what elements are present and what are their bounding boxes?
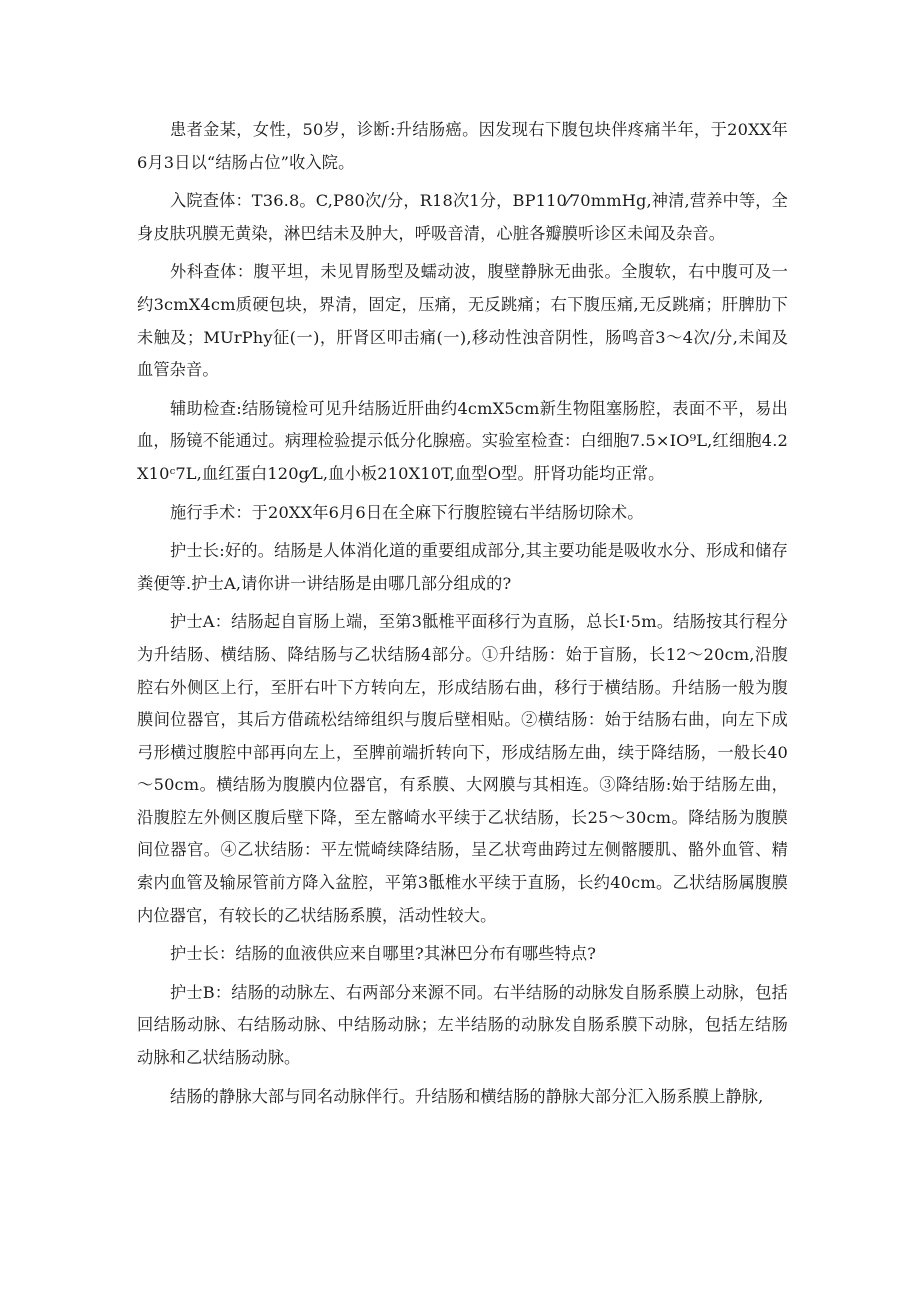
paragraph-surgical-exam: 外科查体：腹平坦，未见胃肠型及蠕动波，腹壁静脉无曲张。全腹软，右中腹可及一约3cmX4cm质硬包块，界清，固定，压痛，无反跳痛；右下腹压痛,无反跳痛；肝脾肋下未触及；MUrPhy征(一)，肝肾区叩击痛(一),移动性浊音阴性，肠鸣音3～4次/分,未闻及血管杂音。 bbox=[137, 262, 788, 380]
paragraph-head-nurse-question-1: 护士长:好的。结肠是人体消化道的重要组成部分,其主要功能是吸收水分、形成和储存粪便等.护士A,请你讲一讲结肠是由哪几部分组成的? bbox=[137, 541, 788, 593]
paragraph-case-intro: 患者金某，女性，50岁，诊断:升结肠癌。因发现右下腹包块伴疼痛半年，于20XX年6月3日以“结肠占位”收入院。 bbox=[137, 120, 788, 172]
paragraph-surgery: 施行手术：于20XX年6月6日在全麻下行腹腔镜右半结肠切除术。 bbox=[170, 502, 644, 522]
document-page bbox=[137, 114, 788, 1119]
paragraph-nurse-b-answer: 护士B：结肠的动脉左、右两部分来源不同。右半结肠的动脉发自肠系膜上动脉，包括回结肠动脉、右结肠动脉、中结肠动脉；左半结肠的动脉发自肠系膜下动脉，包括左结肠动脉和乙状结肠动脉。 bbox=[137, 982, 788, 1068]
paragraph-nurse-a-answer: 护士A：结肠起自盲肠上端，至第3骶椎平面移行为直肠，总长I·5m。结肠按其行程分为升结肠、横结肠、降结肠与乙状结肠4部分。①升结肠：始于盲肠，长12～20cm,沿腹腔右外侧区上行，至肝右叶下方转向左，形成结肠右曲，移行于横结肠。升结肠一般为腹膜间位器官，其后方借疏松结缔组织与腹后壁相贴。②横结肠：始于结肠右曲，向左下成弓形横过腹腔中部再向左上，至脾前端折转向下，形成结肠左曲，续于降结肠，一般长40～50cm。横结肠为腹膜内位器官，有系膜、大网膜与其相连。③降结肠:始于结肠左曲，沿腹腔左外侧区腹后壁下降，至左髂崎水平续于乙状结肠，长25～30cm。降结肠为腹膜间位器官。④乙状结肠：平左慌崎续降结肠，呈乙状弯曲跨过左侧髂腰肌、骼外血管、精索内血管及输尿管前方降入盆腔，平第3骶椎水平续于直肠，长约40cm。乙状结肠属腹膜内位器官，有较长的乙状结肠系膜，活动性较大。 bbox=[137, 612, 788, 925]
paragraph-auxiliary-exam: 辅助检查:结肠镜检可见升结肠近肝曲约4cmX5cm新生物阻塞肠腔，表面不平，易出血，肠镜不能通过。病理检验提示低分化腺癌。实验室检查：白细胞7.5×IO⁹L,红细胞4.2X10ᶜ7L,血红蛋白120g⁄L,血小板210X10T,血型O型。肝肾功能均正常。 bbox=[137, 398, 788, 483]
paragraph-head-nurse-question-2: 护士长：结肠的血液供应来自哪里?其淋巴分布有哪些特点? bbox=[170, 944, 597, 964]
paragraph-admission-exam: 入院查体：T36.8。C,P80次/分，R18次1分，BP110⁄70mmHg,神清,营养中等，全身皮肤巩膜无黄染，淋巴结未及肿大，呼吸音清，心脏各瓣膜听诊区未闻及杂音。 bbox=[137, 191, 788, 243]
paragraph-venous-drainage: 结肠的静脉大部与同名动脉伴行。升结肠和横结肠的静脉大部分汇入肠系膜上静脉, bbox=[170, 1086, 764, 1106]
